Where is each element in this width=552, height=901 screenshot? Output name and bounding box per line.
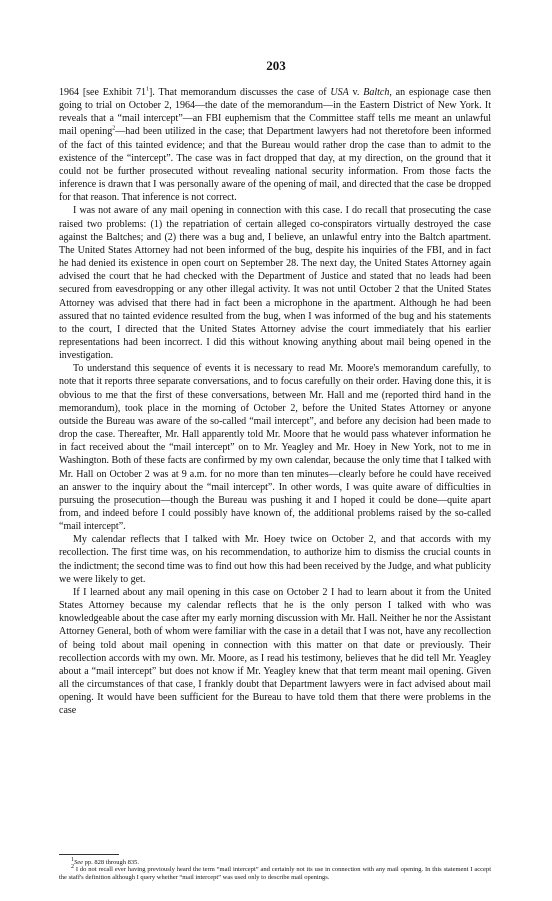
text-run: , an espionage case then going to trial on October 2, 1964—the date of the memorandum—in the Eastern District of New York. It reveals that a “mail intercept”—an FBI euphemism that the Committee staff tells me meant an unlawful mail opening bbox=[59, 87, 491, 138]
footnote-marker: 1 bbox=[146, 86, 150, 93]
text-run: If I learned about any mail opening in this case on October 2 I had to learn about it from the United States Attorney because my calendar reflects that he is the only person I talked with who was knowledgeable about the case after my early morning discussion with Mr. Hall. Neither he nor the Assistant Attorney General, both of whom were familiar with the case in a detail that I was not, have any recollection of being told about mail opening in connection with this matter on that date or previously. Their recollection accords with my own. Mr. Moore, as I read his testimony, believes that he did tell Mr. Yeagley about a “mail intercept” but does not know if Mr. Yeagley knew that that term meant mail opening. Given all the circumstances of that case, I frankly doubt that Department lawyers were in fact advised about mail opening. It would have been sufficient for the Bureau to have told them that there were problems in the case bbox=[59, 586, 491, 717]
text-run: 1964 [see Exhibit 71 bbox=[59, 87, 147, 98]
text-run: v. bbox=[348, 87, 364, 98]
paragraph bbox=[59, 586, 491, 718]
text-run: —had been utilized in the case; that Department lawyers had not theretofore been informed of the fact of this tainted evidence; and that the Bureau would rather drop the case than to admit to the existence of the “intercept”. The case was in fact dropped that day, at my direction, on the ground that it could not be further prosecuted without revealing national security information. From those facts the inference is drawn that I was personally aware of the opening of mail, and directed that the case be dropped for that reason. That inference is not correct. bbox=[59, 126, 491, 204]
page-number: 203 bbox=[266, 58, 286, 73]
body-text bbox=[59, 86, 491, 718]
footnote-marker: 1 bbox=[71, 856, 74, 863]
footnote bbox=[59, 866, 491, 881]
text-run: pp. 828 through 835. bbox=[83, 859, 140, 866]
text-run: I was not aware of any mail opening in connection with this case. I do recall that prosecuting the case raised two problems: (1) the repatriation of certain alleged co-conspirators virtually destroyed the case against the Baltches; and (2) there was a bug and, I believe, an unlawful entry into the Baltch apartment. The United States Attorney had not been informed of the bug, despite his inquiries of the FBI, and in fact he had denied its existence in open court on September 28. The next day, the United States Attorney again advised the court that he had checked with the Department of Justice and stated that no leads had been secured from eavesdropping or any other illegal activity. It was not until October 2 that the United States Attorney was advised that there had in fact been a microphone in the apartment. Although he had been assured that no tainted evidence resulted from the bug, when I was informed of the bug and his statements to the court, I directed that the United States Attorney advise the court immediately that his earlier representations had been incorrect. I did this without knowing anything about mail being opened in the investigation. bbox=[59, 205, 491, 362]
paragraph bbox=[59, 533, 491, 586]
paragraph bbox=[59, 362, 491, 533]
italic-text: See bbox=[74, 859, 84, 866]
italic-text: USA bbox=[330, 87, 349, 98]
italic-text: Baltch bbox=[363, 87, 390, 98]
paragraph bbox=[59, 86, 491, 204]
text-run: I do not recall ever having previously heard the term “mail intercept” and certainly not its use in connection with any mail opening. In this statement I accept the staff's definition although I query whether “mail intercept” was used only to describe mail openings. bbox=[59, 866, 491, 881]
footnote-divider bbox=[59, 854, 119, 855]
paragraph bbox=[59, 204, 491, 362]
footnote-marker: 2 bbox=[71, 864, 74, 871]
footnote-marker: 2 bbox=[112, 126, 116, 133]
text-run: To understand this sequence of events it is necessary to read Mr. Moore's memorandum carefully, to note that it reports three separate conversations, and to focus carefully on their order. Having done this, it is obvious to me that the first of these conversations, between Mr. Hall and me (reported third hand in the memorandum), took place in the morning of October 2, before the United States Attorney or anyone outside the Bureau was aware of the so-called “mail intercept”, and before any decision had been made to drop the case. Thereafter, Mr. Hall apparently told Mr. Moore that he would pass whatever information he in fact received about the “mail intercept” on to Mr. Yeagley and Mr. Hoey in New York, not to me in Washington. Both of these facts are confirmed by my own calendar, because the only time that I talked with Mr. Hall on October 2 was at 9 a.m. for no more than ten minutes—clearly before he could have received an answer to the inquiry about the “mail intercept”. In other words, I was quite aware of difficulties in pursuing the prosecution—though the Bureau was pushing it and I hoped it could be done—quite apart from, and indeed before I could possibly have known of, the additional problems raised by the so-called “mail intercept”. bbox=[59, 363, 491, 533]
text-run: ]. That memorandum discusses the case of bbox=[149, 87, 331, 98]
footnotes bbox=[59, 856, 491, 881]
text-run: My calendar reflects that I talked with Mr. Hoey twice on October 2, and that accords with my recollection. The first time was, on his recommendation, to authorize him to dismiss the crucial counts in the indictment; the second time was to find out how this had been received by the Judge, and what publicity we were likely to get. bbox=[59, 534, 491, 585]
